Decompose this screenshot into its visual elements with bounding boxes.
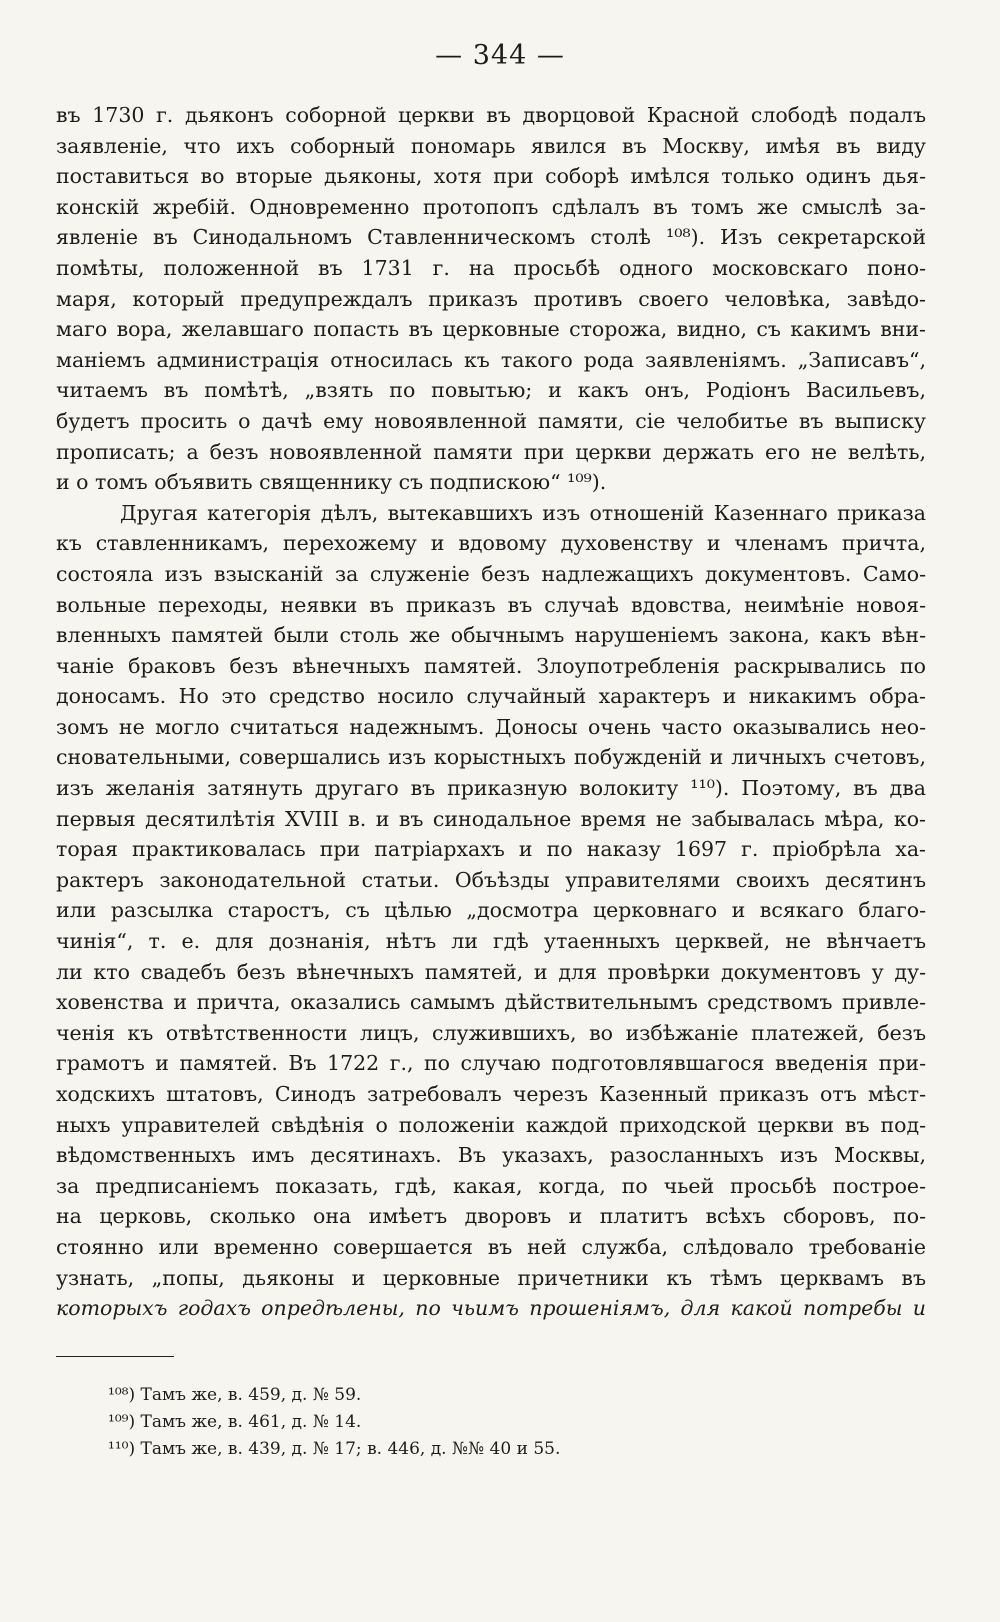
text-line: маго вора, желавшаго попасть въ церковные сторожа, видно, съ какимъ вни- [56,317,926,342]
text-line: сновательными, совершались изъ корыстныхъ побужденій и личныхъ счетовъ, [56,745,926,770]
text-line: или разсылка старостъ, съ цѣлью „досмотра церковнаго и всякаго благо- [56,898,926,923]
text-line: торая практиковалась при патріархахъ и по наказу 1697 г. пріобрѣла ха- [56,837,926,862]
text-line: ченія къ отвѣтственности лицъ, служившихъ, во избѣжаніе платежей, безъ [56,1020,926,1045]
text-line: ходскихъ штатовъ, Синодъ затребовалъ черезъ Казенный приказъ отъ мѣст- [56,1082,926,1106]
text-line: ховенства и причта, оказались самымъ дѣйствительнымъ средствомъ привле- [56,990,926,1015]
text-line: вольные переходы, неявки въ приказъ въ случаѣ вдовства, неимѣніе новоя- [56,592,926,617]
text-line: помѣты, положенной въ 1731 г. на просьбѣ одного московскаго поно- [56,255,926,280]
text-line: маніемъ администрація относилась къ такого рода заявленіямъ. „Записавъ“, [56,347,926,372]
text-line: ныхъ управителей свѣдѣнія о положеніи каждой приходской церкви въ под- [56,1112,926,1137]
text-line: къ ставленникамъ, перехожему и вдовому духовенству и членамъ причта, [56,531,926,556]
text-line: вѣдомственныхъ имъ десятинахъ. Въ указахъ, разосланныхъ изъ Москвы, [56,1143,926,1168]
text-line: изъ желанія затянуть другаго въ приказную волокиту ¹¹⁰). Поэтому, въ два [56,776,926,801]
text-line-italic: которыхъ годахъ опредѣлены, по чьимъ прошеніямъ, для какой потребы и [56,1296,926,1321]
text-line: узнать, „попы, дьяконы и церковные причетники къ тѣмъ церквамъ въ [56,1265,926,1290]
text-line: маря, который предупреждалъ приказъ противъ своего человѣка, завѣдо- [56,286,926,311]
page-number: — 344 — [435,40,565,71]
text-line: вленныхъ памятей были столь же обычнымъ нарушеніемъ закона, какъ вѣн- [56,623,926,648]
text-line: доносамъ. Но это средство носило случайный характеръ и никакимъ обра- [56,684,926,709]
text-line: заявленіе, что ихъ соборный пономарь явился въ Москву, имѣя въ виду [56,133,926,158]
text-line: конскій жребій. Одновременно протопопъ сдѣлалъ въ томъ же смыслѣ за- [56,194,926,219]
text-line: грамотъ и памятей. Въ 1722 г., по случаю подготовлявшагося введенія при- [56,1051,926,1076]
text-line: за предписаніемъ показать, гдѣ, какая, когда, по чьей просьбѣ построе- [56,1173,926,1198]
footnote-divider [56,1356,174,1357]
footnote-109: ¹⁰⁹) Тамъ же, в. 461, д. № 14. [108,1412,362,1432]
text-line: прописать; а безъ новоявленной памяти при церкви держать его не велѣть, [56,439,926,464]
text-line: первыя десятилѣтія XVIII в. и въ синодальное время не забывалась мѣра, ко- [56,806,926,831]
text-line: рактеръ законодательной статьи. Объѣзды управителями своихъ десятинъ [56,867,926,892]
text-line: зомъ не могло считаться надежнымъ. Доносы очень часто оказывались нео- [56,714,926,739]
text-line: стоянно или временно совершается въ ней служба, слѣдовало требованіе [56,1234,926,1259]
text-line: на церковь, сколько она имѣетъ дворовъ и платитъ всѣхъ сборовъ, по- [56,1204,926,1229]
footnote-108: ¹⁰⁸) Тамъ же, в. 459, д. № 59. [108,1385,362,1405]
text-line: будетъ просить о дачѣ ему новоявленной памяти, сіе челобитье въ выписку [56,408,926,433]
text-line: и о томъ объявить священнику съ подпискою“ ¹⁰⁹). [56,470,607,495]
text-line: чаніе браковъ безъ вѣнечныхъ памятей. Злоупотребленія раскрывались по [56,653,926,678]
text-line: чинія“, т. е. для дознанія, нѣтъ ли гдѣ утаенныхъ церквей, не вѣнчаетъ [56,929,926,954]
text-line: ли кто свадебъ безъ вѣнечныхъ памятей, и для провѣрки документовъ у ду- [56,959,926,984]
text-line: въ 1730 г. дьяконъ соборной церкви въ дворцовой Красной слободѣ подалъ [56,103,926,127]
footnotes [108,1382,908,1463]
footnote-110: ¹¹⁰) Тамъ же, в. 439, д. № 17; в. 446, д. №№ 40 и 55. [108,1439,561,1459]
text-line: явленіе въ Синодальномъ Ставленническомъ столѣ ¹⁰⁸). Изъ секретарской [56,225,926,250]
text-line: читаемъ въ помѣтѣ, „взять по повытью; и какъ онъ, Родіонъ Васильевъ, [56,378,926,403]
paragraph-start-line: Другая категорія дѣлъ, вытекавшихъ изъ отношеній Казеннаго приказа [120,500,926,525]
text-line: состояла изъ взысканій за служеніе безъ надлежащихъ документовъ. Само- [56,561,926,586]
text-line: поставиться во вторые дьяконы, хотя при соборѣ имѣлся только одинъ дья- [56,164,926,189]
body-text [56,100,926,1324]
